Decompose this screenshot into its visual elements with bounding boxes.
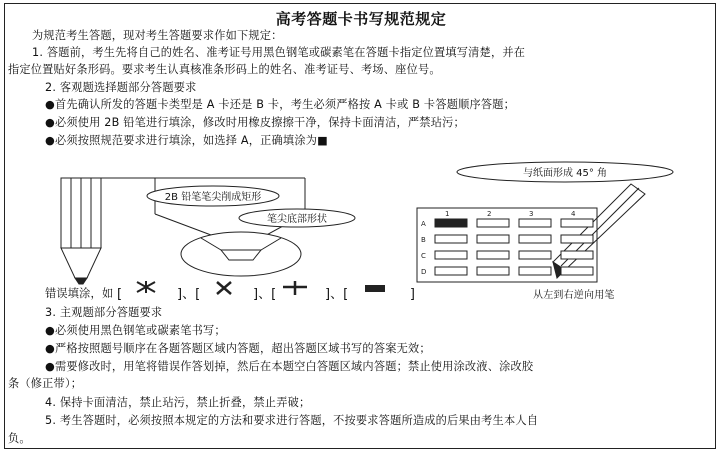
svg-text:2: 2 <box>487 210 492 218</box>
svg-text:]: ] <box>409 287 415 301</box>
item5-line1: 5. 考生答题时，必须按照本规定的方法和要求进行答题，不按要求答题所造成的后果由考生本人自 <box>45 414 539 427</box>
label-angle-bubble <box>457 162 673 182</box>
wrong-mark-plus <box>283 281 307 295</box>
wrong-mark-x <box>217 282 231 294</box>
item1-line2: 指定位置贴好条形码。要求考生认真核准条形码上的姓名、准考证号、考场、座位号。 <box>8 63 441 76</box>
item5-line2: 负。 <box>8 432 31 445</box>
document-frame <box>4 3 716 449</box>
item3-heading: 3. 主观题部分答题要求 <box>45 306 163 319</box>
pencil-icon-diagonal <box>553 184 645 278</box>
item2-bullet2: ●必须使用 2B 铅笔进行填涂，修改时用橡皮擦擦干净，保持卡面清洁，严禁玷污； <box>45 116 465 129</box>
svg-text:]、[: ]、[ <box>177 287 201 301</box>
document-title: 高考答题卡书写规范规定 <box>275 10 447 28</box>
svg-text:[: [ <box>117 287 123 301</box>
item2-bullet1: ●首先确认所发的答题卡类型是 A 卡还是 B 卡，考生必须严格按 A 卡或 B 卡答题顺序答题； <box>45 98 516 111</box>
wrong-fill-label: 错误填涂，如 <box>45 287 114 300</box>
svg-text:]、[: ]、[ <box>325 287 349 301</box>
item3-bullet1: ●必须使用黑色钢笔或碳素笔书写； <box>45 324 226 337</box>
svg-text:D: D <box>421 268 427 276</box>
svg-text:]、[: ]、[ <box>253 287 277 301</box>
item2-bullet3: ●必须按照规范要求进行填涂，如选择 A，正确填涂为■ <box>45 134 328 147</box>
svg-text:B: B <box>421 236 426 244</box>
item3-bullet3-line2: 条（修正带）； <box>8 377 83 390</box>
svg-text:3: 3 <box>529 210 534 218</box>
label-tip-text: 笔尖底部形状 <box>267 214 327 225</box>
item3-bullet3-line1: ●需要修改时，用笔将错误作答划掉，然后在本题空白答题区域内答题；禁止使用涂改液、涂改胶 <box>45 360 534 373</box>
wrong-fill-examples <box>117 279 417 301</box>
tip-shape <box>181 232 301 276</box>
svg-text:A: A <box>421 220 426 228</box>
svg-text:C: C <box>421 252 426 260</box>
item2-heading: 2. 客观题选择题部分答题要求 <box>45 81 197 94</box>
label-tip-bubble <box>239 209 355 227</box>
pencil-diagram <box>5 154 717 286</box>
item3-bullet2: ●严格按照题号顺序在各题答题区域内答题，超出答题区域书写的答案无效； <box>45 342 431 355</box>
item4-text: 4. 保持卡面清洁，禁止玷污，禁止折叠，禁止弄破； <box>45 396 311 409</box>
item1-line1: 1. 答题前，考生先将自己的姓名、准考证号用黑色钢笔或碳素笔在答题卡指定位置填写清楚，并在 <box>32 46 526 59</box>
label-angle-text: 与纸面形成 45° 角 <box>522 168 608 179</box>
label-rect-bubble <box>147 186 279 206</box>
svg-text:4: 4 <box>571 210 576 218</box>
wrong-mark-half <box>365 285 385 292</box>
intro-text: 为规范考生答题，现对考生答题要求作如下规定： <box>32 29 283 42</box>
label-direction-text: 从左到右逆向用笔 <box>533 290 615 301</box>
pencil-icon-vertical <box>61 178 101 284</box>
label-rect-text: 2B 铅笔笔尖削成矩形 <box>164 192 262 203</box>
wrong-mark-cross <box>137 281 155 293</box>
svg-text:1: 1 <box>445 210 450 218</box>
